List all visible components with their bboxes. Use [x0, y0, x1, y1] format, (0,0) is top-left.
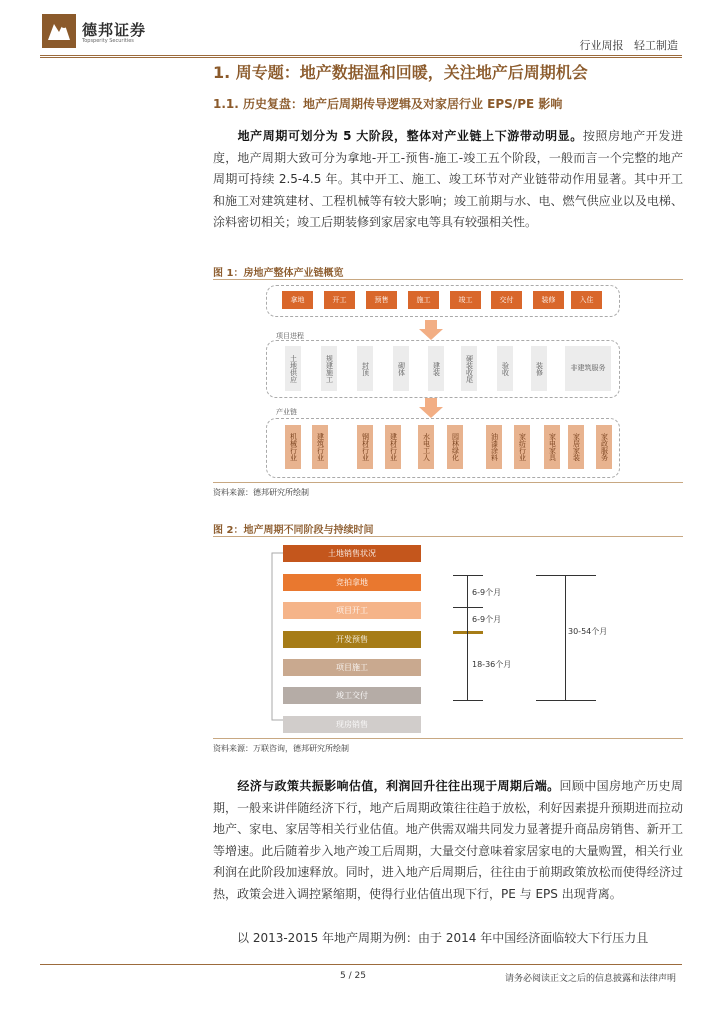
phase-4: 开发预售: [283, 631, 421, 648]
total-axis: [565, 575, 566, 700]
phase-2: 竞拍拿地: [283, 574, 421, 591]
para2-lead: 经济与政策共振影响估值，利润回升往往出现于周期后端。: [237, 779, 560, 793]
company-logo-icon: [42, 14, 76, 48]
project-item-5: 建装: [428, 346, 444, 391]
project-item-1: 土地供应: [285, 346, 301, 391]
figure2-top-rule: [213, 536, 683, 537]
figure1-bottom-rule: [213, 482, 683, 483]
phase-1: 土地销售状况: [283, 545, 421, 562]
down-arrow-icon-2: [419, 398, 443, 418]
para2-body: 回顾中国房地产历史周期，一般来讲伴随经济下行，地产后周期政策往往趋于放松，利好因素提升预期进而拉动地产、家电、家居等相关行业估值。地产供需双端共同发力显著提升商品房销售、新开工等增速。此后随着步入地产竣工后周期，大量交付意味着家居家电的大量购置，相关行业利润在此阶段加速释放。同时，进入地产后周期后，往往由于前期政策放松而使得经济过热，政策会进入调控紧缩期，使得行业估值出现下行，PE 与 EPS 出现背离。: [213, 779, 683, 901]
figure1-source: 资料来源：德邦研究所绘制: [213, 488, 309, 497]
duration-label-2: 6-9个月: [472, 615, 502, 624]
chain-item-8: 家纺行业: [514, 425, 530, 469]
figure2-bottom-rule: [213, 738, 683, 739]
stage-3: 预售: [366, 291, 397, 309]
para3-body: 以 2013-2015 年地产周期为例：由于 2014 年中国经济面临较大下行压力且: [237, 931, 649, 945]
footer-rule: [40, 964, 682, 965]
chain-item-5: 水电工人: [418, 425, 434, 469]
figure1-title: 图 1：房地产整体产业链概览: [213, 268, 344, 279]
section-title: 1. 周专题：地产数据温和回暖，关注地产后周期机会: [213, 63, 588, 82]
project-item-6: 硬装收尾: [461, 346, 477, 391]
stage-4: 施工: [408, 291, 439, 309]
stage-5: 竣工: [450, 291, 481, 309]
legal-disclaimer: 请务必阅读正文之后的信息披露和法律声明: [504, 974, 676, 984]
chain-item-9: 家电家具: [544, 425, 560, 469]
total-duration-label: 30-54个月: [568, 627, 608, 636]
chain-item-11: 家政服务: [596, 425, 612, 469]
stage-1: 拿地: [282, 291, 313, 309]
header-rule-2: [40, 57, 682, 58]
duration-tick: [453, 575, 483, 576]
chain-item-3: 钢材行业: [357, 425, 373, 469]
stage-2: 开工: [324, 291, 355, 309]
paragraph-3: [213, 928, 683, 950]
chain-item-2: 建筑行业: [312, 425, 328, 469]
header-rule: [40, 55, 682, 56]
paragraph-1: [213, 126, 683, 234]
stage-7: 装修: [533, 291, 564, 309]
subsection-title: 1.1. 历史复盘：地产后周期传导逻辑及对家居行业 EPS/PE 影响: [213, 97, 563, 111]
project-item-3: 封顶: [357, 346, 373, 391]
figure2-title: 图 2：地产周期不同阶段与持续时间: [213, 525, 374, 536]
duration-tick: [453, 700, 483, 701]
project-item-7: 验收: [497, 346, 513, 391]
stage-6: 交付: [491, 291, 522, 309]
chain-item-1: 机械行业: [285, 425, 301, 469]
brand-name: 德邦证券: [82, 21, 147, 39]
project-item-9: 非建筑服务: [565, 346, 611, 391]
stage-frame: [266, 285, 620, 317]
phase-5: 项目施工: [283, 659, 421, 676]
figure1-top-rule: [213, 279, 683, 280]
para1-body: 按照房地产开发进度，地产周期大致可分为拿地-开工-预售-施工-竣工五个阶段，一般而言一个完整的地产周期可持续 2.5-4.5 年。其中开工、施工、竣工环节对产业链带动作用显著。其中开工和施工对建筑建材、工程机械等有较大影响；竣工前期与水、电、燃气供应业以及电梯、涂料密切相关；竣工后期装修到家居家电等具有较强相关性。: [213, 129, 683, 229]
project-item-8: 装修: [531, 346, 547, 391]
duration-tick: [453, 607, 483, 608]
project-item-4: 砌体: [393, 346, 409, 391]
chain-item-4: 建材行业: [385, 425, 401, 469]
industry-chain-label: 产业链: [276, 408, 297, 416]
chain-item-6: 园林绿化: [447, 425, 463, 469]
down-arrow-icon: [419, 320, 443, 340]
total-tick-bottom: [536, 700, 596, 701]
report-type: 行业周报 轻工制造: [579, 39, 678, 52]
duration-label-1: 6-9个月: [472, 588, 502, 597]
chain-item-7: 油漆涂料: [486, 425, 502, 469]
para1-lead: 地产周期可划分为 5 大阶段，整体对产业链上下游带动明显。: [237, 129, 583, 143]
phase-3: 项目开工: [283, 602, 421, 619]
chain-item-10: 家居家装: [568, 425, 584, 469]
figure2-source: 资料来源：万联咨询，德邦研究所绘制: [213, 744, 349, 753]
total-tick-top: [536, 575, 596, 576]
duration-label-3: 18-36个月: [472, 660, 512, 669]
project-progress-label: 项目进程: [276, 332, 304, 340]
paragraph-2: [213, 776, 683, 905]
stage-8: 入住: [571, 291, 602, 309]
brand-english: Topsperity Securities: [82, 38, 134, 44]
duration-axis: [467, 575, 468, 700]
project-item-2: 规建施工: [321, 346, 337, 391]
page-number: 5 / 25: [340, 971, 366, 981]
phase-6: 竣工交付: [283, 687, 421, 704]
phase-7: 现房销售: [283, 716, 421, 733]
duration-tick-presale: [453, 631, 483, 634]
